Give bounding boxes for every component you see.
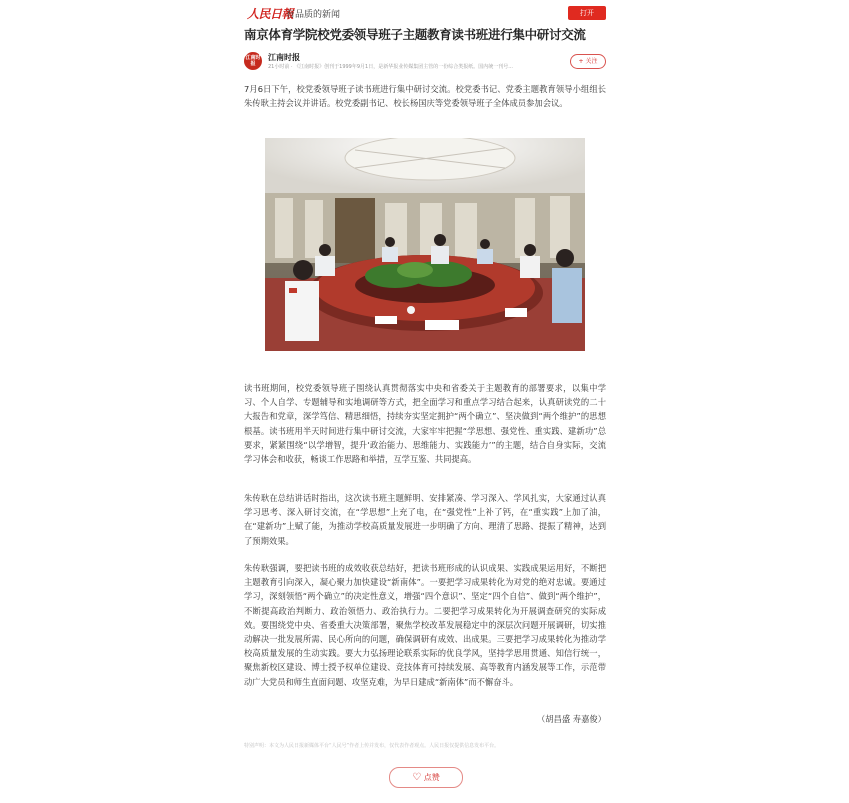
article-paragraph: 7月6日下午，校党委领导班子读书班进行集中研讨交流。校党委书记、党委主题教育领导小组组长朱传耿主持会议并讲话。校党委副书记、校长杨国庆等党委领导班子全体成员参加会议。 xyxy=(244,84,606,109)
disclaimer: 特别声明：本文为人民日报新媒体平台“人民号”作者上传并发布，仅代表作者观点。人民日报仅提供信息发布平台。 xyxy=(244,743,500,749)
avatar-text: 江南时报 xyxy=(245,55,261,67)
author-row xyxy=(244,52,606,72)
article-paragraph: 读书班期间，校党委领导班子围绕认真贯彻落实中央和省委关于主题教育的部署要求，以集中学习、个人自学、专题辅导和实地调研等方式，把全面学习和重点学习结合起来，认真研读党的二十大报告和党章，深学笃信、精思细悟，持续夯实坚定拥护“两个确立”、坚决做到“两个维护”的思想根基。读书班用半天时间进行集中研讨交流，大家牢牢把握“学思想、强党性、重实践、建新功”总要求，紧紧围绕“以学增智，提升‘政治能力、思维能力、实践能力’”的主题，结合自身实际，交流学习体会和收获，畅谈工作思路和举措，互学互鉴、共同提高。 xyxy=(244,383,606,465)
article-paragraph: 朱传耿强调，要把读书班的成效收获总结好，把读书班形成的认识成果、实践成果运用好，不断把主题教育引向深入，凝心聚力加快建设“新南体”。一要把学习成果转化为对党的绝对忠诚。要通过学习，深刻领悟“两个确立”的决定性意义，增强“四个意识”、坚定“四个自信”、做到“两个维护”，不断提高政治判断力、政治领悟力、政治执行力。二要把学习成果转化为开展调查研究的实际成效。要围绕党中央、省委重大决策部署，聚焦学校改革发展稳定中的深层次问题开展调研，切实推动解决一批发展所需、民心所向的问题，确保调研有成效、出成果。三要把学习成果转化为推动学校高质量发展的生动实践。要大力弘扬理论联系实际的优良学风，坚持学思用贯通、知信行统一，聚焦新校区建设、博士授予权单位建设、竞技体育可持续发展、高等教育内涵发展等工作，示范带动广大党员和师生直面问题、攻坚克难，为早日建成“新南体”而不懈奋斗。 xyxy=(244,563,606,687)
open-app-button[interactable]: 打开 xyxy=(568,6,606,20)
article-photo xyxy=(265,138,585,351)
source-avatar[interactable] xyxy=(244,52,262,70)
article-paragraph: 朱传耿在总结讲话时指出，这次读书班主题鲜明、安排紧凑、学习深入、学风扎实，大家通过认真学习思考、深入研讨交流，在“学思想”上充了电，在“强党性”上补了钙，在“重实践”上加了油，在“建新功”上赋了能，为推动学校高质量发展进一步明确了方向、理清了思路、提振了精神，达到了预期效果。 xyxy=(244,493,606,546)
people-daily-logo[interactable]: 人民日報 xyxy=(247,7,294,21)
slogan: 有品质的新闻 xyxy=(286,10,341,20)
source-meta: 21小时前 · 《江南时报》创刊于1999年9月1日，是新华报业传媒集团主管的一份综合类报纸。国内统一刊号... xyxy=(268,64,513,70)
like-button[interactable] xyxy=(389,767,463,788)
like-label: 点赞 xyxy=(423,773,440,782)
meeting-room-photo xyxy=(265,138,585,351)
article-title: 南京体育学院校党委领导班子主题教育读书班进行集中研讨交流 xyxy=(244,27,586,42)
follow-button[interactable]: + 关注 xyxy=(570,54,606,69)
heart-icon: ♡ xyxy=(412,772,422,783)
source-name[interactable]: 江南时报 xyxy=(268,53,300,62)
top-bar xyxy=(244,0,606,24)
author-signature: （胡昌盛 寿嘉俊） xyxy=(536,714,606,724)
